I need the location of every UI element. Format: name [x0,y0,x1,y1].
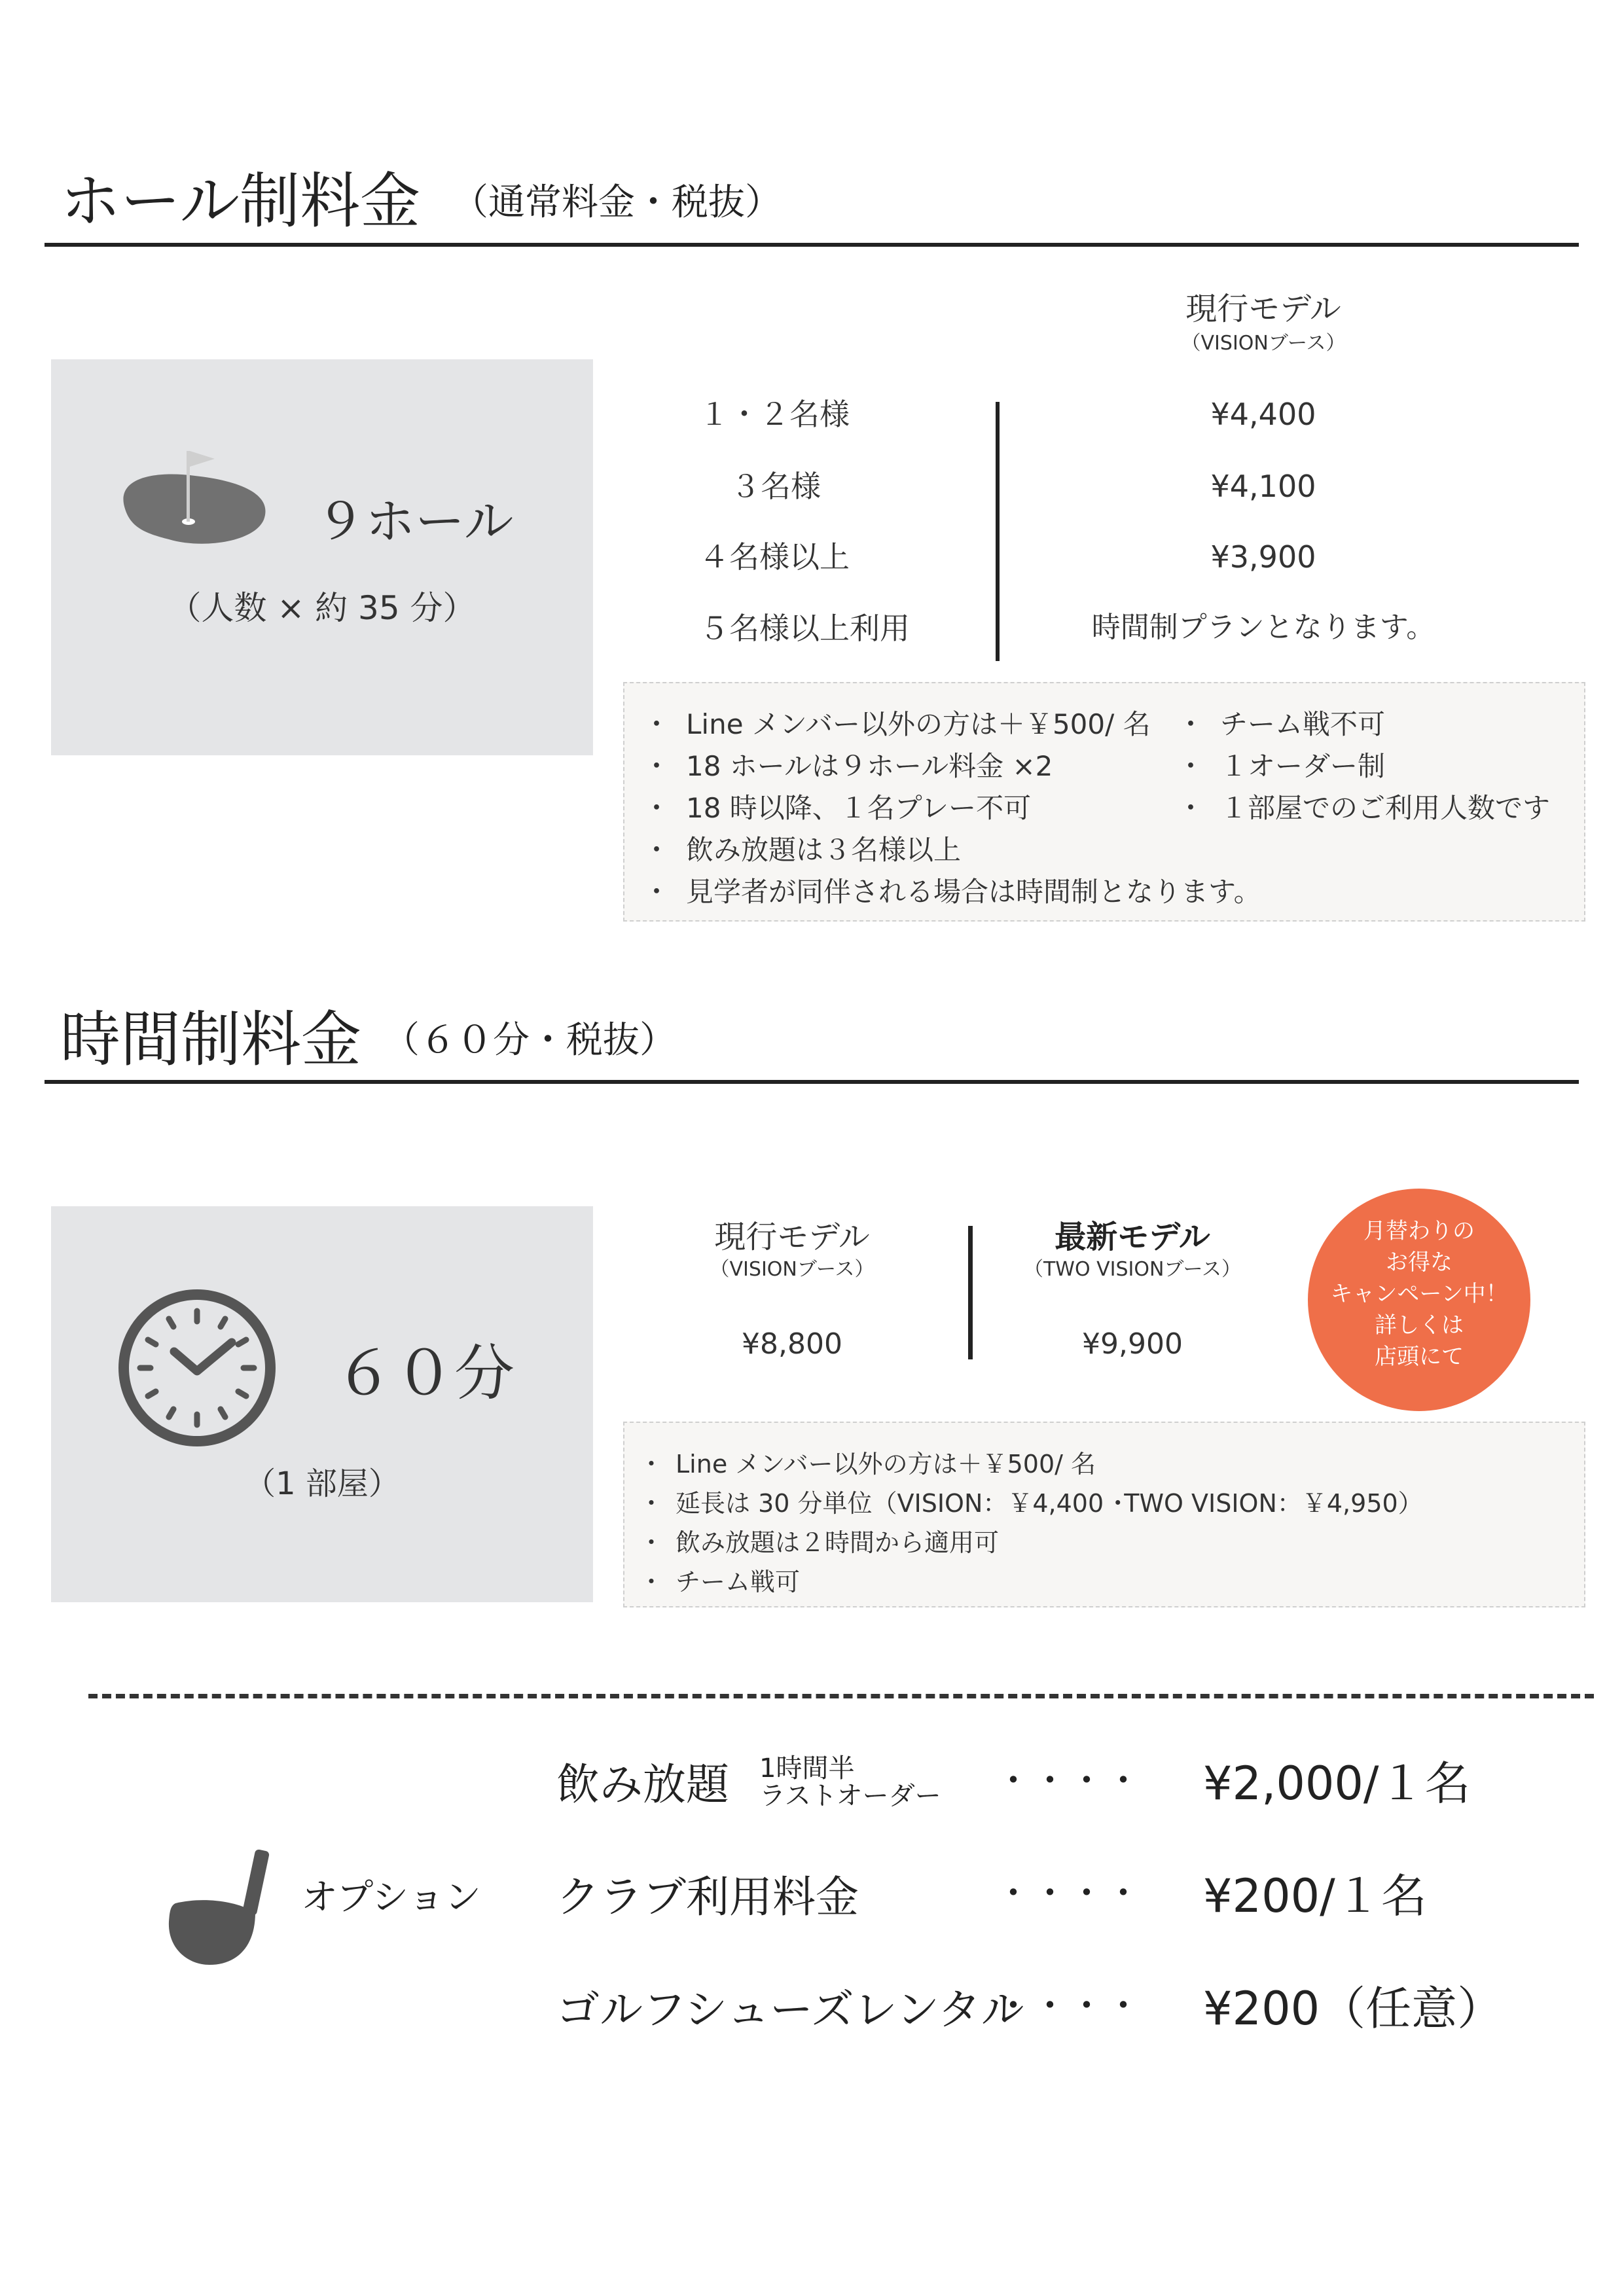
bullet: ・ [643,834,671,866]
bullet: ・ [643,792,671,824]
time-note-3 [639,1522,999,1558]
hole-section-title: ホール制料金 [60,166,421,236]
hole-panel [51,359,593,755]
time-panel-label: ６０分 [334,1338,515,1408]
time-note-2 [639,1483,1423,1519]
clock-icon [115,1286,279,1450]
option-3-name: ゴルフシューズレンタル [556,1984,1024,2035]
hole-note-text: 飲み放題は３名様以上 [686,834,962,866]
campaign-line-1: 月替わりの [1363,1218,1475,1244]
hole-panel-label: ９ホール [316,492,514,550]
hole-note-text: チーム戦不可 [1220,708,1386,740]
hole-note-text: １オーダー制 [1220,750,1386,782]
option-3-dots: ・・・・ [995,1985,1142,2028]
hole-section-subtitle: （通常料金・税抜） [452,181,782,224]
golf-green-flag-icon [117,444,274,562]
campaign-line-2: お得な [1386,1249,1453,1276]
hole-note-4 [643,829,961,868]
campaign-line-5: 店頭にて [1375,1344,1464,1370]
option-1-dots: ・・・・ [995,1760,1142,1803]
option-1-sub-1: 1時間半 [759,1753,855,1784]
hole-model-name: 現行モデル [1185,291,1341,327]
hole-row-label-2: ３名様 [731,469,821,504]
hole-row-price-4: 時間制プランとなります。 [1091,611,1435,644]
time-model-divider [968,1226,973,1359]
time-note-text: チーム戦可 [676,1568,801,1596]
hole-note-right-1 [1177,703,1385,742]
hole-notes-box [623,682,1585,922]
bullet: ・ [639,1568,664,1596]
time-notes-box [623,1422,1585,1607]
hole-row-label-3: ４名様以上 [699,539,850,575]
hole-note-text: 見学者が同伴される場合は時間制となります。 [686,876,1261,908]
bullet: ・ [639,1528,664,1557]
time-model-1-name: 現行モデル [714,1219,870,1255]
bullet: ・ [643,750,671,782]
options-divider [88,1694,1594,1698]
time-section-rule [45,1080,1579,1084]
bullet: ・ [1177,750,1205,782]
option-1-sub-2: ラストオーダー [759,1781,941,1811]
option-1-name: 飲み放題 [556,1759,729,1810]
time-model-2-booth: （TWO VISIONブース） [1023,1258,1242,1281]
campaign-line-4: 詳しくは [1375,1312,1464,1338]
option-3-price: ¥200（任意） [1203,1982,1504,2036]
hole-note-5 [643,870,1261,910]
hole-table-divider [996,402,1000,661]
bullet: ・ [643,708,671,740]
time-panel [51,1206,593,1602]
hole-section-rule [45,243,1579,247]
campaign-badge [1308,1189,1530,1411]
option-1-price: ¥2,000/１名 [1203,1757,1471,1810]
hole-model-booth: （VISIONブース） [1181,332,1346,355]
time-section-subtitle: （６０分・税抜） [383,1019,676,1062]
hole-note-text: １部屋でのご利用人数です [1220,792,1551,824]
bullet: ・ [639,1450,664,1479]
option-2-dots: ・・・・ [995,1873,1142,1915]
time-note-text: 延長は 30 分単位（VISION：￥4,400 ･TWO VISION：￥4,950） [676,1489,1423,1518]
hole-note-text: 18 時以降、１名プレー不可 [686,792,1032,824]
time-note-text: 飲み放題は２時間から適用可 [676,1528,1000,1557]
time-note-4 [639,1562,800,1598]
time-model-1-booth: （VISIONブース） [710,1258,875,1281]
hole-panel-note: （人数 × 約 35 分） [168,589,476,627]
bullet: ・ [643,876,671,908]
time-note-1 [639,1444,1096,1480]
hole-row-price-2: ¥4,100 [1210,469,1316,504]
hole-row-price-3: ¥3,900 [1210,539,1316,575]
hole-note-1 [643,703,1151,742]
time-panel-note: （1 部屋） [244,1465,400,1502]
bullet: ・ [1177,708,1205,740]
hole-row-price-1: ¥4,400 [1210,397,1316,432]
hole-row-label-4: ５名様以上利用 [699,611,910,646]
option-2-price: ¥200/１名 [1203,1869,1427,1923]
hole-note-right-2 [1177,745,1385,784]
campaign-line-3: キャンペーン中！ [1330,1281,1508,1307]
hole-note-right-3 [1177,787,1550,826]
time-model-2-name: 最新モデル [1055,1219,1210,1255]
time-note-text: Line メンバー以外の方は＋￥500/ 名 [676,1450,1096,1479]
bullet: ・ [1177,792,1205,824]
time-section-title: 時間制料金 [60,1005,362,1075]
hole-row-label-1: １・２名様 [699,397,850,432]
hole-note-2 [643,745,1053,784]
bullet: ・ [639,1489,664,1518]
time-model-1-price: ¥8,800 [742,1327,842,1361]
hole-note-text: Line メンバー以外の方は＋￥500/ 名 [686,708,1151,740]
hole-note-text: 18 ホールは９ホール料金 ×2 [686,750,1053,782]
options-label: オプション [301,1876,481,1919]
hole-note-3 [643,787,1031,826]
option-2-name: クラブ利用料金 [556,1872,859,1922]
time-model-2-price: ¥9,900 [1082,1327,1183,1361]
golf-club-icon [164,1850,281,1967]
